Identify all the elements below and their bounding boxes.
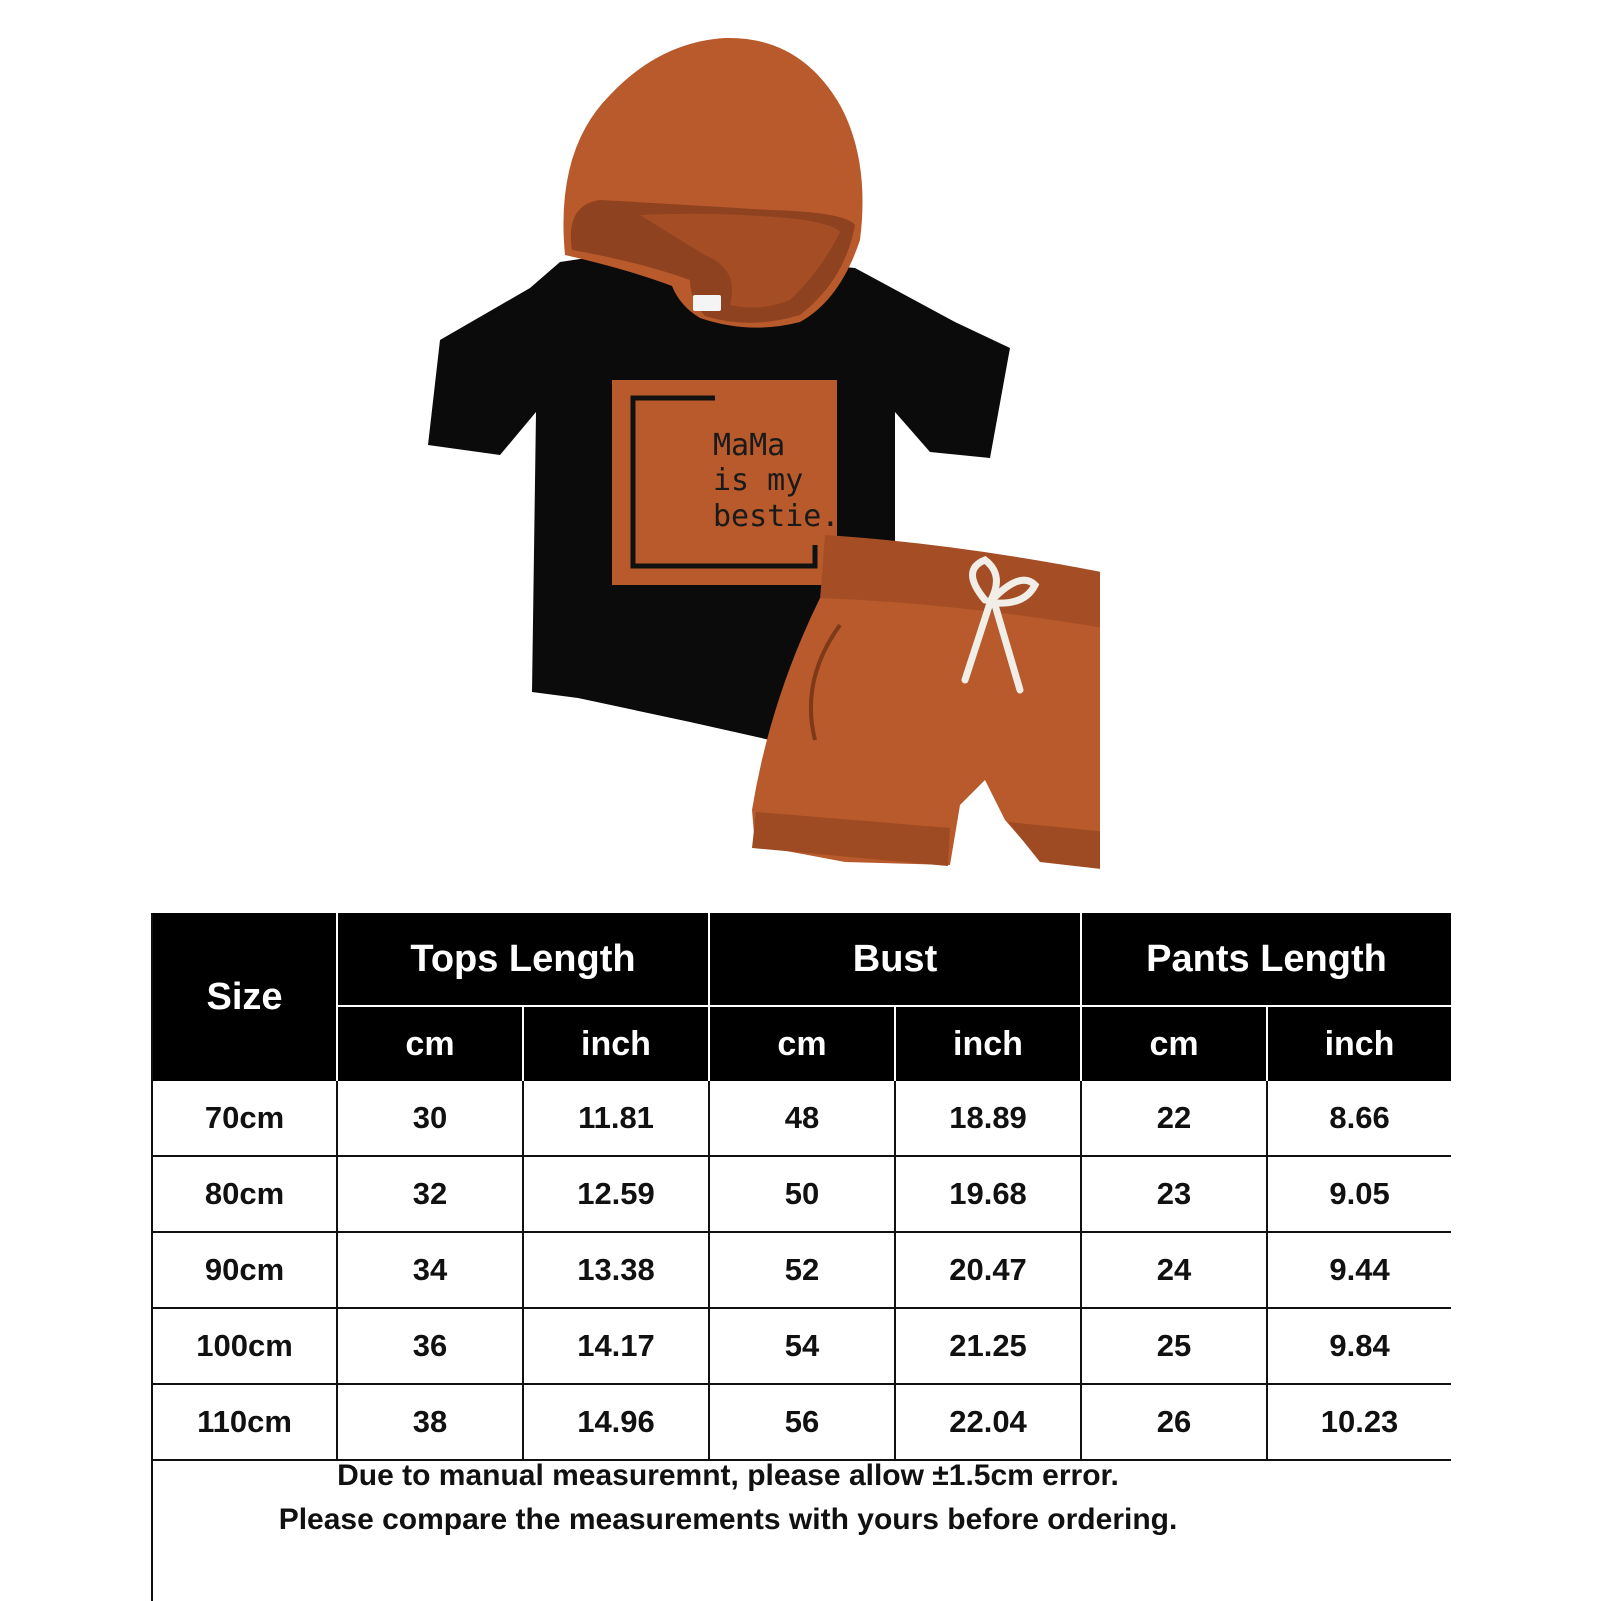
unit-header: inch [1267, 1006, 1451, 1081]
tops-length-header: Tops Length [337, 913, 709, 1006]
print-line-3: bestie. [713, 499, 840, 534]
table-cell: 30 [337, 1081, 523, 1156]
size-cell: 90cm [153, 1232, 337, 1308]
header-row-units [153, 1006, 1451, 1081]
header-row-groups [153, 913, 1451, 1006]
size-cell: 110cm [153, 1384, 337, 1460]
size-cell: 70cm [153, 1081, 337, 1156]
size-chart [151, 913, 1451, 1601]
table-cell: 32 [337, 1156, 523, 1232]
table-cell: 36 [337, 1308, 523, 1384]
table-cell: 19.68 [895, 1156, 1081, 1232]
table-cell: 38 [337, 1384, 523, 1460]
table-cell: 48 [709, 1081, 895, 1156]
measurement-note [153, 1454, 1303, 1542]
table-row [153, 1156, 1451, 1232]
bust-header: Bust [709, 913, 1081, 1006]
table-cell: 24 [1081, 1232, 1267, 1308]
note-line-1: Due to manual measuremnt, please allow ±1.5cm error. [337, 1459, 1119, 1492]
pants-length-header: Pants Length [1081, 913, 1451, 1006]
unit-header: cm [337, 1006, 523, 1081]
table-row [153, 1384, 1451, 1460]
table-cell: 56 [709, 1384, 895, 1460]
table-cell: 52 [709, 1232, 895, 1308]
table-cell: 12.59 [523, 1156, 709, 1232]
table-row [153, 1232, 1451, 1308]
table-cell: 26 [1081, 1384, 1267, 1460]
neck-label [693, 295, 721, 311]
table-cell: 18.89 [895, 1081, 1081, 1156]
table-cell: 22 [1081, 1081, 1267, 1156]
table-cell: 14.96 [523, 1384, 709, 1460]
table-cell: 23 [1081, 1156, 1267, 1232]
print-line-1: MaMa [713, 428, 786, 463]
product-photo [400, 0, 1100, 910]
table-cell: 21.25 [895, 1308, 1081, 1384]
table-cell: 13.38 [523, 1232, 709, 1308]
size-cell: 100cm [153, 1308, 337, 1384]
table-cell: 50 [709, 1156, 895, 1232]
table-cell: 20.47 [895, 1232, 1081, 1308]
size-cell: 80cm [153, 1156, 337, 1232]
table-cell: 25 [1081, 1308, 1267, 1384]
unit-header: inch [895, 1006, 1081, 1081]
table-cell: 8.66 [1267, 1081, 1451, 1156]
unit-header: cm [709, 1006, 895, 1081]
table-cell: 9.84 [1267, 1308, 1451, 1384]
size-table [153, 913, 1451, 1461]
table-cell: 54 [709, 1308, 895, 1384]
unit-header: cm [1081, 1006, 1267, 1081]
table-cell: 22.04 [895, 1384, 1081, 1460]
table-cell: 11.81 [523, 1081, 709, 1156]
size-header: Size [153, 913, 337, 1081]
table-cell: 10.23 [1267, 1384, 1451, 1460]
table-cell: 14.17 [523, 1308, 709, 1384]
print-line-2: is my [713, 463, 804, 498]
table-row [153, 1081, 1451, 1156]
table-cell: 9.05 [1267, 1156, 1451, 1232]
unit-header: inch [523, 1006, 709, 1081]
table-row [153, 1308, 1451, 1384]
table-cell: 34 [337, 1232, 523, 1308]
table-cell: 9.44 [1267, 1232, 1451, 1308]
note-line-2: Please compare the measurements with yours before ordering. [278, 1503, 1178, 1536]
